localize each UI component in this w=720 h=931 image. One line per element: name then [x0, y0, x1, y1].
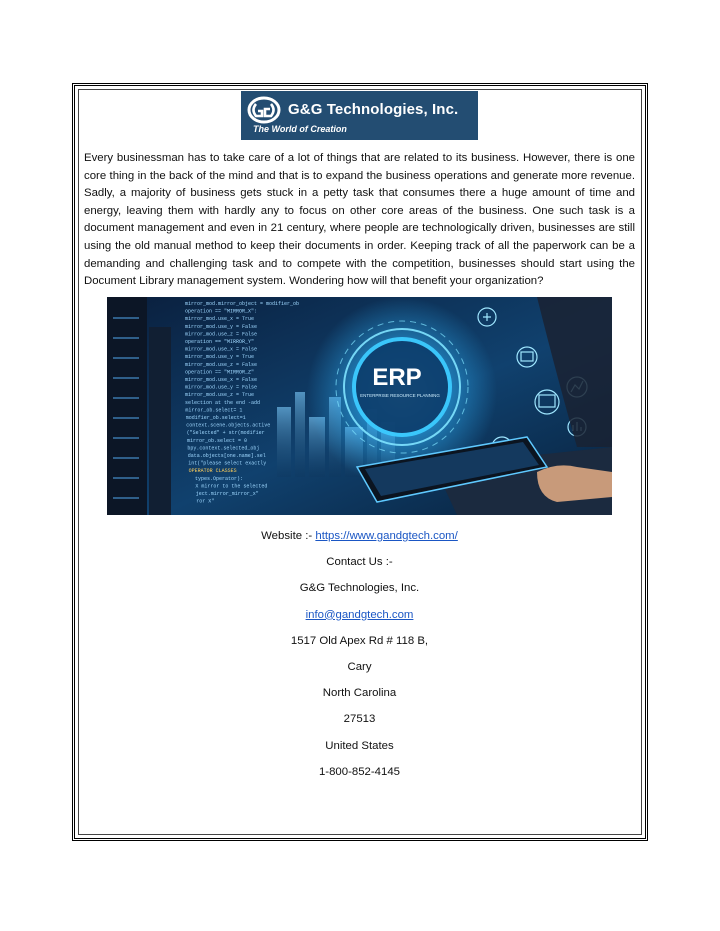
- website-line: [84, 523, 635, 549]
- server-racks: [107, 297, 171, 515]
- code-line: mirror_mod.use_y = False: [185, 323, 258, 330]
- erp-hero-image: [107, 297, 612, 515]
- contact-heading: Contact Us :-: [326, 556, 393, 569]
- email-link[interactable]: info@gandgtech.com: [305, 608, 414, 621]
- contact-phone: 1-800-852-4145: [318, 765, 401, 778]
- contact-section: [84, 523, 635, 785]
- code-line: modifier_ob.select=1: [185, 415, 246, 421]
- code-line: X mirror to the selected: [195, 483, 268, 490]
- code-line: mirror_mod.use_x = False: [185, 346, 258, 353]
- code-line: ject.mirror_mirror_x": [195, 491, 259, 497]
- website-label: Website :-: [261, 530, 316, 542]
- code-line: mirror_mod.use_x = False: [185, 377, 258, 383]
- code-line: bpy.context.selected_obj: [187, 445, 260, 452]
- code-line: mirror_mod.use_y = True: [185, 354, 255, 361]
- code-line: mirror_ob.select = 0: [187, 437, 248, 444]
- code-line: data.objects[one.name].sel: [187, 453, 266, 459]
- contact-address: 1517 Old Apex Rd # 118 B,: [290, 634, 429, 647]
- logo-company-name: G&G Technologies, Inc.: [288, 101, 459, 118]
- contact-state: North Carolina: [322, 687, 397, 700]
- code-line: mirror_mod.use_z = False: [185, 331, 258, 338]
- code-line: mirror_mod.use_z = False: [185, 361, 258, 368]
- website-link[interactable]: https://www.gandgtech.com/: [315, 530, 458, 542]
- code-line: mirror_mod.use_y = False: [185, 384, 258, 391]
- code-line: OPERATOR CLASSES: [188, 468, 237, 475]
- contact-country: United States: [325, 739, 394, 752]
- code-line: ("Selected" + str(modifier: [186, 430, 265, 437]
- erp-badge-subtext: ENTERPRISE RESOURCE PLANNING: [360, 393, 440, 398]
- company-logo: [241, 91, 478, 140]
- code-line: types.Operator):: [195, 475, 244, 482]
- contact-zip: 27513: [343, 713, 376, 726]
- contact-company: G&G Technologies, Inc.: [299, 582, 420, 595]
- code-line: selection at the end -add: [185, 399, 261, 406]
- code-line: operation == "MIRROR_Z": [185, 369, 255, 376]
- contact-city: Cary: [347, 660, 372, 673]
- logo-tagline: The World of Creation: [253, 124, 347, 134]
- code-line: context.scene.objects.active: [186, 422, 271, 429]
- intro-paragraph: Every businessman has to take care of a lot of things that are related to its business. However, there is one core thing in the back of the mind and that is to expand the business operations and generate more revenue. Sadly, a majority of business gets stuck in a petty task that consumes there a huge amount of time and energy, leaving them with hardly any to focus on other core areas of the business. One such task is a document management and even in 21 century, where people are technologically driven, businesses are still using the old manual method to keep their documents in order. Keeping track of all the paperwork can be a demanding and challenging task and to compete with the competition, businesses should start using the Document Library management system. Wondering how will that benefit your organization?: [84, 152, 635, 288]
- code-line: mirror_ob.select= 1: [185, 407, 243, 414]
- code-line: mirror_mod.use_z = True: [185, 392, 255, 399]
- code-line: operation == "MIRROR_Y": [185, 339, 255, 345]
- code-line: mirror_mod.use_x = True: [185, 316, 255, 323]
- code-line: mirror_mod.mirror_object = modifier_ob: [185, 301, 300, 307]
- code-line: int("please select exactly: [188, 460, 267, 467]
- code-line: operation == "MIRROR_X":: [185, 308, 258, 315]
- gg-logo-icon: [247, 95, 281, 125]
- erp-badge-text: ERP: [372, 364, 422, 391]
- code-line: ror X": [196, 498, 215, 505]
